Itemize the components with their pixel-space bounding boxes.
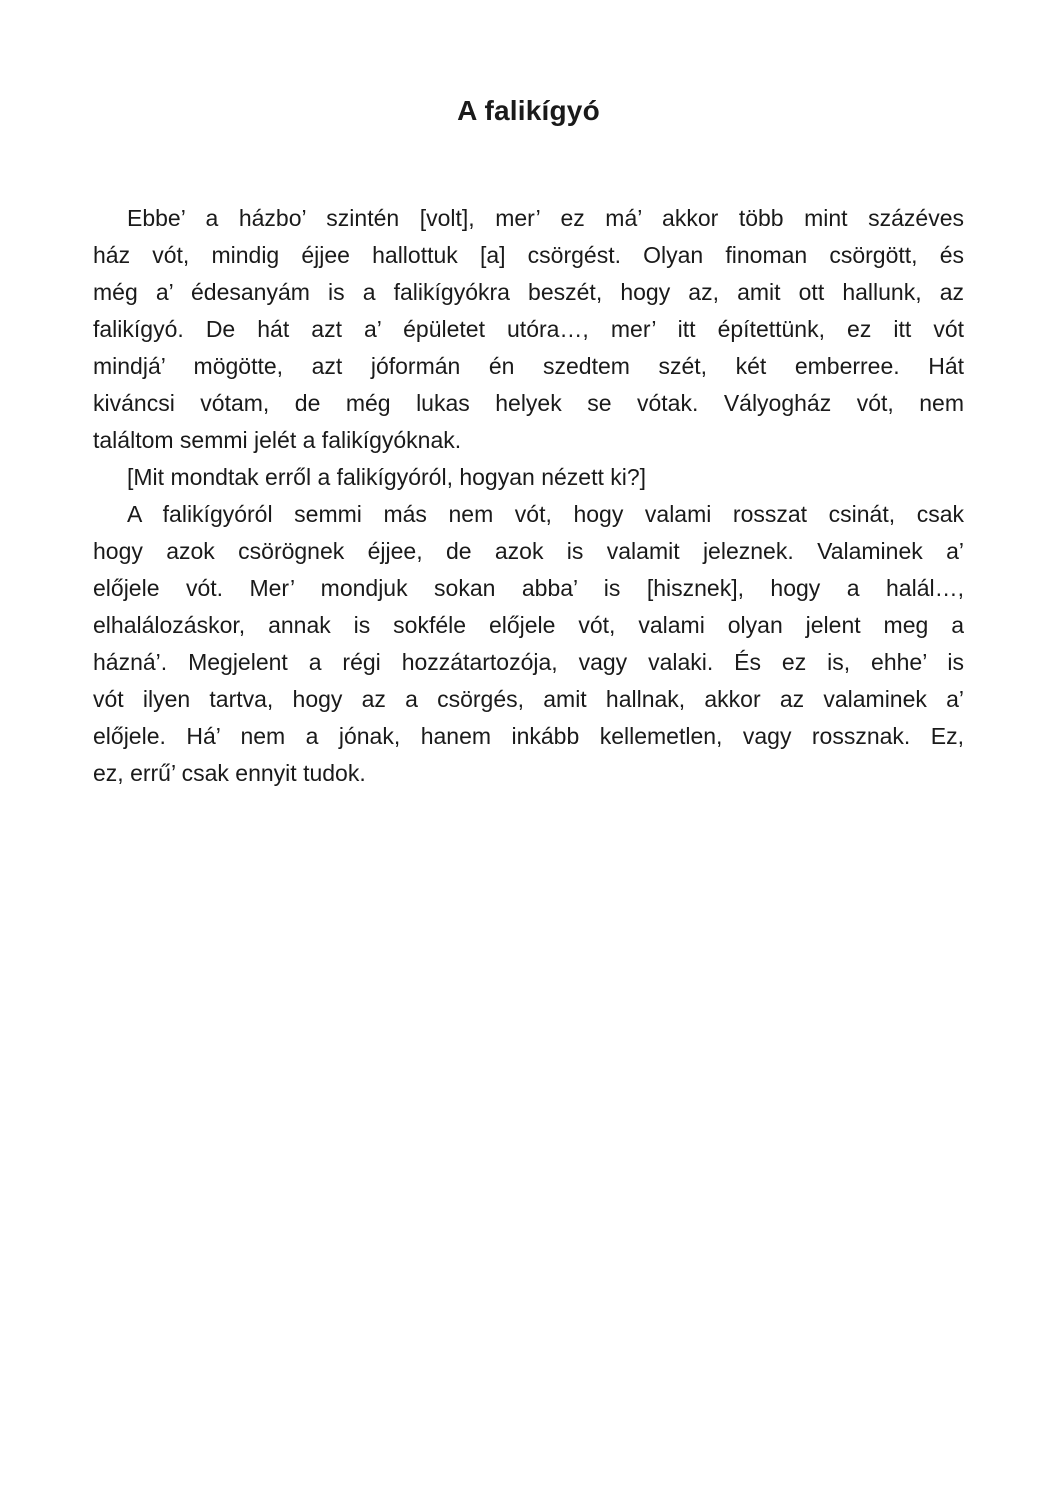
- text-line: ház vót, mindig éjjee hallottuk [a] csörgést. Olyan finoman csörgött, és: [93, 242, 964, 268]
- text-line: mindjá’ mögötte, azt jóformán én szedtem szét, két emberree. Hát: [93, 353, 964, 379]
- paragraph: [93, 200, 964, 459]
- text-line: előjele. Há’ nem a jónak, hanem inkább kellemetlen, vagy rossznak. Ez,: [93, 723, 964, 749]
- text-line: találtom semmi jelét a falikígyóknak.: [93, 427, 462, 453]
- text-line: vót ilyen tartva, hogy az a csörgés, amit hallnak, akkor az valaminek a’: [93, 686, 964, 712]
- text-line: falikígyó. De hát azt a’ épületet utóra…, mer’ itt építettünk, ez itt vót: [93, 316, 964, 342]
- text-line: ez, errű’ csak ennyit tudok.: [93, 760, 366, 786]
- text-line: házná’. Megjelent a régi hozzátartozója, vagy valaki. És ez is, ehhe’ is: [93, 649, 964, 675]
- text-line: [Mit mondtak erről a falikígyóról, hogyan nézett ki?]: [127, 464, 647, 490]
- paragraph: [93, 459, 964, 496]
- document-title: A falikígyó: [457, 95, 600, 126]
- text-line: előjele vót. Mer’ mondjuk sokan abba’ is [hisznek], hogy a halál…,: [93, 575, 964, 601]
- text-line: A falikígyóról semmi más nem vót, hogy valami rosszat csinát, csak: [127, 501, 964, 527]
- text-line: elhalálozáskor, annak is sokféle előjele vót, valami olyan jelent meg a: [93, 612, 964, 638]
- text-line: Ebbe’ a házbo’ szintén [volt], mer’ ez má’ akkor több mint százéves: [127, 205, 964, 231]
- paragraph: [93, 496, 964, 792]
- text-line: hogy azok csörögnek éjjee, de azok is valamit jeleznek. Valaminek a’: [93, 538, 964, 564]
- text-line: kiváncsi vótam, de még lukas helyek se vótak. Vályogház vót, nem: [93, 390, 964, 416]
- document-body: [93, 200, 964, 792]
- text-line: még a’ édesanyám is a falikígyókra beszét, hogy az, amit ott hallunk, az: [93, 279, 964, 305]
